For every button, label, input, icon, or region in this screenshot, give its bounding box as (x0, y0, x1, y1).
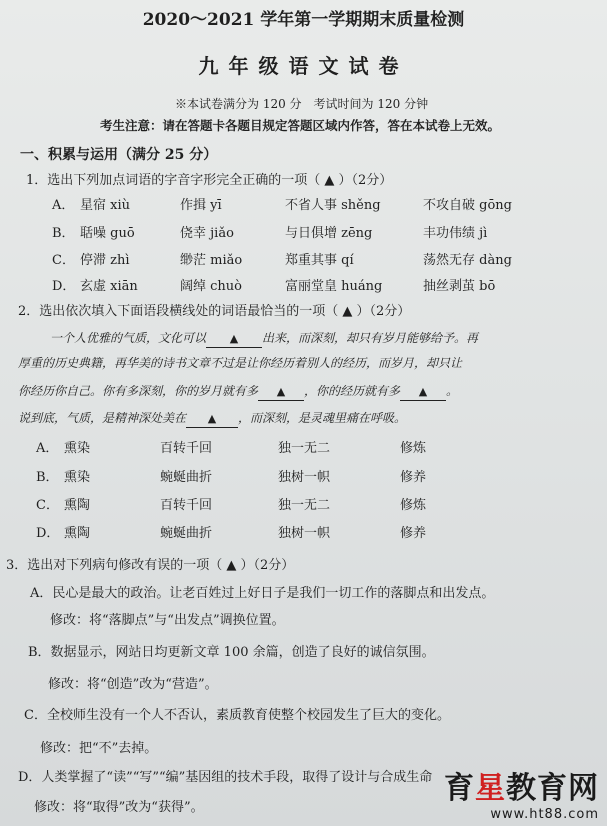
option-label: D． (36, 526, 60, 541)
option-item: 富丽堂皇 huáng (285, 279, 383, 294)
option-item: 郑重其事 qí (285, 253, 354, 268)
revision: 修改：把“不”去掉。 (40, 741, 158, 756)
option-item: 停滞 zhì (80, 253, 130, 268)
option-label: B． (36, 470, 59, 485)
option-item: 独一无二 (278, 441, 331, 456)
sick-sentence: D．人类掌握了“读”“写”“编”基因组的技术手段，取得了设计与合成生命 (18, 770, 433, 785)
passage-line: 一个人优雅的气质，文化可以 ▲ 出来，而深刻，却只有岁月能够给予。再 (50, 330, 478, 348)
option-item: 修养 (400, 470, 427, 485)
option-item: 作揖 yī (180, 198, 222, 213)
option-item: 不攻自破 gōng (423, 198, 512, 213)
answer-blank: ▲ (206, 330, 262, 348)
revision: 修改：将“取得”改为“获得”。 (34, 800, 204, 815)
option-item: 熏染 (64, 470, 91, 485)
option-label: C． (52, 253, 75, 268)
option-item: 星宿 xiù (80, 198, 130, 213)
option-item: 百转千回 (160, 441, 213, 456)
option-item: 缈茫 miǎo (180, 253, 243, 268)
passage-line: 厚重的历史典籍，再华美的诗书文章不过是让你经历着别人的经历，而岁月，却只让 (18, 356, 463, 370)
option-label: B． (52, 226, 75, 241)
answer-blank: ▲ (258, 383, 304, 401)
option-item: 熏染 (64, 441, 91, 456)
option-item: 丰功伟绩 jì (423, 226, 488, 241)
question-3-stem: 3．选出对下列病句修改有误的一项（ ▲ ）（2分） (6, 558, 295, 573)
option-item: 蜿蜒曲折 (160, 526, 213, 541)
question-2-stem: 2．选出依次填入下面语段横线处的词语最恰当的一项（ ▲ ）（2分） (18, 304, 411, 319)
exam-subtitle: 九年级语文试卷 (198, 54, 409, 78)
option-label: D． (52, 279, 76, 294)
option-item: 修养 (400, 526, 427, 541)
option-item: 阔绰 chuò (180, 279, 242, 294)
answer-blank: ▲ (186, 410, 238, 428)
option-item: 熏陶 (64, 498, 91, 513)
passage-line: 说到底，气质，是精神深处美在 ▲ ，而深刻，是灵魂里痛在呼吸。 (18, 410, 406, 428)
answer-blank: ▲ (400, 383, 446, 401)
sick-sentence: C．全校师生没有一个人不否认，素质教育使整个校园发生了巨大的变化。 (24, 708, 450, 723)
sick-sentence: B．数据显示，网站日均更新文章 100 余篇，创造了良好的诚信氛围。 (28, 645, 435, 660)
option-label: C． (36, 498, 59, 513)
option-item: 不省人事 shěng (285, 198, 381, 213)
option-item: 独一无二 (278, 498, 331, 513)
option-item: 独树一帜 (278, 526, 331, 541)
watermark-url: www.ht88.com (490, 807, 599, 822)
option-item: 与日俱增 zēng (285, 226, 373, 241)
option-item: 侥幸 jiǎo (180, 226, 234, 241)
option-item: 蜿蜒曲折 (160, 470, 213, 485)
option-label: A． (36, 441, 59, 456)
revision: 修改：将“落脚点”与“出发点”调换位置。 (50, 613, 285, 628)
sick-sentence: A．民心是最大的政治。让老百姓过上好日子是我们一切工作的落脚点和出发点。 (30, 586, 495, 601)
revision: 修改：将“创造”改为“营造”。 (48, 677, 218, 692)
option-label: A． (52, 198, 75, 213)
exam-notice: 考生注意：请在答题卡各题目规定答题区域内作答，答在本试卷上无效。 (100, 118, 501, 133)
option-item: 百转千回 (160, 498, 213, 513)
question-1-stem: 1．选出下列加点词语的字音字形完全正确的一项（ ▲ ）（2分） (26, 173, 393, 188)
option-item: 抽丝剥茧 bō (423, 279, 496, 294)
section-heading: 一、积累与运用（满分 25 分） (20, 147, 218, 163)
passage-line: 你经历你自己。你有多深刻，你的岁月就有多 ▲ ，你的经历就有多 ▲ 。 (18, 383, 458, 401)
option-item: 荡然无存 dàng (423, 253, 512, 268)
exam-title: 2020～2021 学年第一学期期末质量检测 (142, 10, 465, 30)
option-item: 熏陶 (64, 526, 91, 541)
option-item: 修炼 (400, 498, 427, 513)
option-item: 修炼 (400, 441, 427, 456)
site-watermark (444, 763, 599, 822)
exam-info: ※本试卷满分为 120 分 考试时间为 120 分钟 (175, 97, 429, 111)
option-item: 聒噪 guō (80, 226, 135, 241)
option-item: 独树一帜 (278, 470, 331, 485)
option-item: 玄虚 xiān (80, 279, 138, 294)
watermark-logo: 育星教育网 (444, 771, 599, 806)
